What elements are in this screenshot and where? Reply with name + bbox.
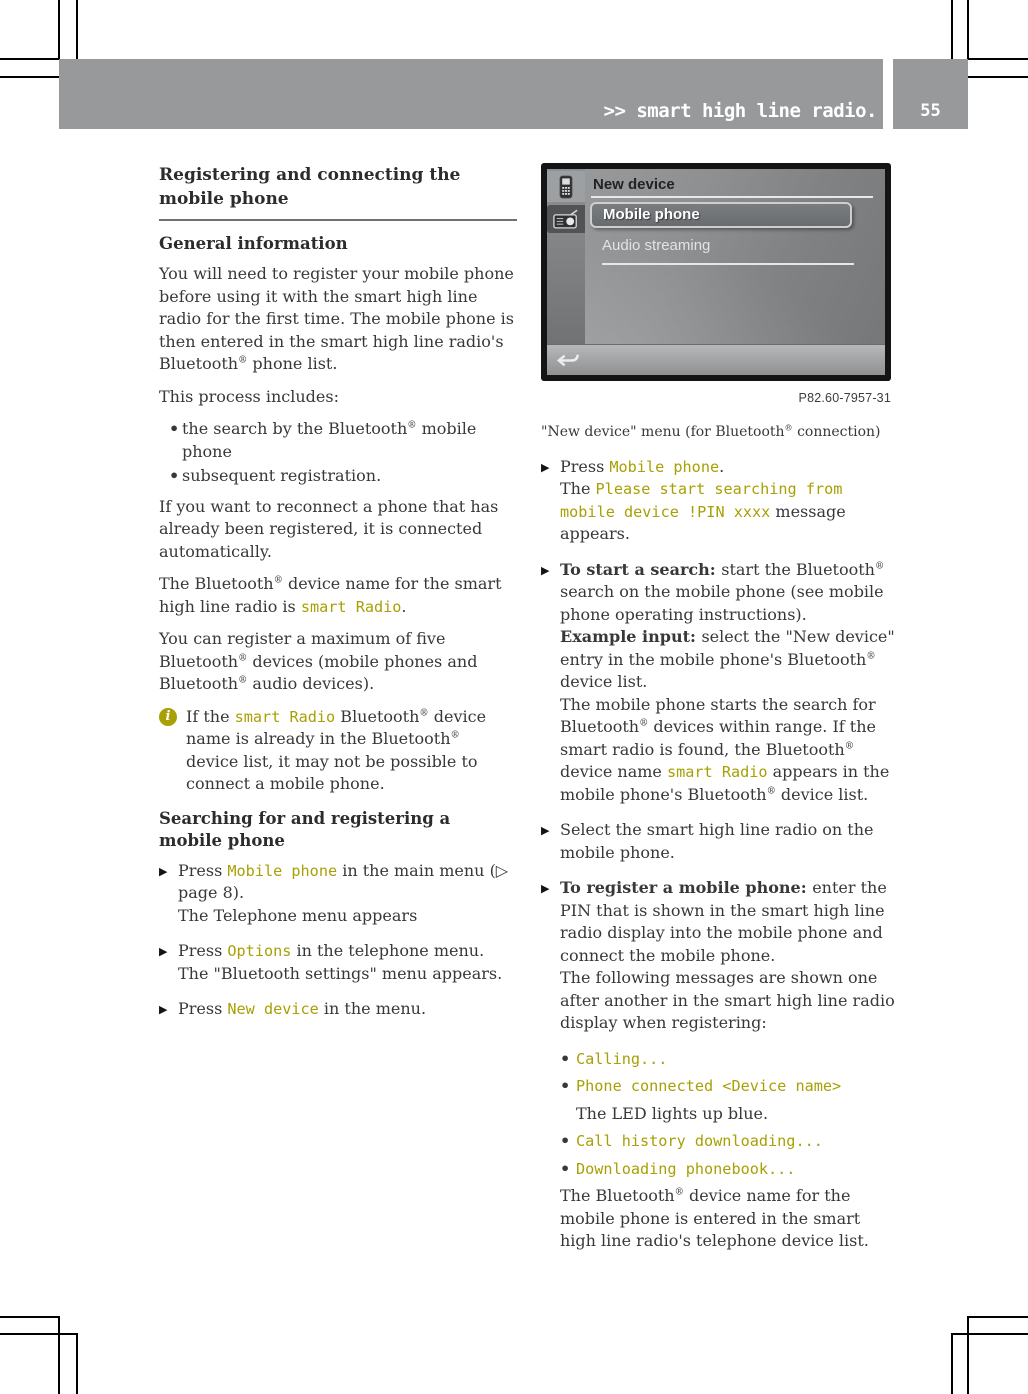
block-para (159, 573, 517, 618)
figure-caption: P82.60-7957-31 (798, 391, 891, 405)
crop-mark (0, 76, 59, 78)
left-column (159, 163, 517, 1034)
back-arrow-icon (555, 352, 580, 369)
block-text: The Bluetooth® device name for the mobile phone is entered in the smart high line radio's telephone device list. (560, 1186, 869, 1250)
page-number-box (893, 59, 968, 129)
block-text: General information (159, 234, 348, 253)
block-text: Phone connected <Device name> (576, 1077, 842, 1095)
block-substep (560, 1130, 901, 1153)
block-text: Searching for and registering a mobile phone (159, 808, 451, 850)
step-arrow-icon: ▶ (541, 563, 550, 577)
crop-mark (951, 1333, 953, 1394)
block-text: Downloading phonebook... (576, 1159, 796, 1178)
display-sidebar (547, 169, 585, 345)
block-h1 (159, 163, 517, 221)
bullet-icon: • (560, 1048, 571, 1068)
crop-mark (0, 1333, 78, 1335)
display-divider-line (602, 263, 854, 265)
radio-tab (547, 205, 585, 233)
block-step (541, 877, 901, 1035)
step-arrow-icon: ▶ (541, 824, 550, 837)
block-text: To start a search: start the Bluetooth® search on the mobile phone (see mobile phone operating instructions). Example input: select the "New device" entry in the mobile phone's Bluetooth® device list. The mobile phone starts the search for Bluetooth® devices within range. If the smart radio is found, the Bluetooth® device name smart Radio appears in the mobile phone's Bluetooth® device list. (560, 559, 895, 804)
block-text: The LED lights up blue. (576, 1103, 769, 1123)
block-subnote (576, 1103, 901, 1126)
block-bullet (169, 418, 517, 463)
page-header (59, 59, 883, 129)
block-text: If the smart Radio Bluetooth® device name is already in the Bluetooth® device list, it may not be possible to connect a mobile phone. (186, 706, 487, 793)
block-substep (560, 1048, 901, 1071)
bullet-icon: • (560, 1158, 571, 1178)
block-step (159, 860, 517, 928)
bullet-icon: • (560, 1131, 571, 1150)
mobile-phone-icon (559, 175, 573, 199)
block-text: Select the smart high line radio on the mobile phone. (560, 820, 874, 862)
radio-display-screen (547, 169, 885, 375)
step-arrow-icon: ▶ (541, 882, 550, 895)
page-number: 55 (920, 100, 941, 121)
radio-icon (553, 209, 579, 230)
block-text: the search by the Bluetooth® mobile phone (182, 419, 477, 461)
block-para (159, 496, 517, 564)
block-text: "New device" menu (for Bluetooth® connection) (541, 421, 881, 440)
crop-mark (58, 1316, 60, 1394)
block-text: Press New device in the menu. (178, 999, 427, 1018)
block-text: You can register a maximum of five Bluetooth® devices (mobile phones and Bluetooth® audio devices). (159, 629, 478, 693)
crop-mark (951, 0, 953, 59)
crop-mark (76, 0, 78, 59)
display-menu-title: New device (593, 176, 675, 193)
block-text: subsequent registration. (182, 466, 382, 485)
right-column (541, 163, 901, 1263)
crop-mark (968, 76, 1028, 78)
block-text: If you want to reconnect a phone that has already been registered, it is connected automatically. (159, 496, 499, 561)
bullet-icon: • (169, 466, 180, 485)
step-arrow-icon: ▶ (159, 864, 168, 878)
crop-mark (967, 1316, 969, 1394)
block-text: Call history downloading... (576, 1132, 823, 1150)
crop-mark (0, 1316, 60, 1318)
block-step (541, 456, 901, 546)
block-text: This process includes: (159, 386, 339, 406)
chapter-title: >> smart high line radio. (603, 99, 877, 122)
block-para (159, 263, 517, 376)
step-arrow-icon: ▶ (159, 1003, 168, 1016)
crop-mark (967, 1316, 1028, 1318)
block-text: Press Mobile phone. The Please start searching from mobile device !PIN xxxx message appears. (560, 456, 846, 543)
block-text: To register a mobile phone: enter the PIN that is shown in the smart high line radio display into the mobile phone and connect the mobile phone. The following messages are shown one after another in the smart high line radio display when registering: (560, 878, 895, 1032)
block-step (159, 940, 517, 985)
block-para (159, 628, 517, 696)
block-text: The Bluetooth® device name for the smart high line radio is smart Radio. (159, 574, 502, 616)
block-text: Registering and connecting the mobile phone (159, 165, 461, 209)
block-text: Press Mobile phone in the main menu (▷ page 8). The Telephone menu appears (178, 860, 509, 925)
step-arrow-icon: ▶ (541, 460, 550, 474)
block-step (159, 998, 517, 1021)
display-menu-item: Audio streaming (602, 237, 711, 254)
bullet-icon: • (560, 1076, 571, 1095)
crop-mark (58, 0, 60, 59)
crop-mark (967, 0, 969, 59)
block-step (541, 819, 901, 864)
block-para (159, 386, 517, 409)
right-column-text (541, 422, 901, 1253)
block-text: Press Options in the telephone menu. The "Bluetooth settings" menu appears. (178, 941, 503, 983)
display-menu-item-selected: Mobile phone (590, 202, 852, 228)
block-stepcont (560, 1185, 901, 1253)
display-bottom-bar (547, 344, 885, 375)
block-figdesc (541, 422, 901, 442)
radio-display-figure (541, 163, 891, 381)
block-step (541, 559, 901, 807)
block-h2 (159, 233, 517, 255)
crop-mark (0, 58, 59, 60)
info-icon: i (159, 708, 177, 726)
bullet-icon: • (169, 419, 180, 438)
block-substep (560, 1075, 901, 1098)
step-arrow-icon: ▶ (159, 945, 168, 958)
crop-mark (968, 58, 1028, 60)
phone-tab (547, 171, 585, 202)
block-substep (560, 1158, 901, 1181)
block-text: Calling... (576, 1049, 668, 1068)
crop-mark (951, 1333, 1028, 1335)
block-text: You will need to register your mobile phone before using it with the smart high line radio for the first time. The mobile phone is then entered in the smart high line radio's Bluetooth® phone list. (159, 264, 514, 373)
display-title-underline (591, 196, 873, 198)
block-bullet (169, 465, 517, 488)
block-note (159, 706, 517, 796)
crop-mark (76, 1333, 78, 1394)
block-h2 (159, 808, 517, 852)
